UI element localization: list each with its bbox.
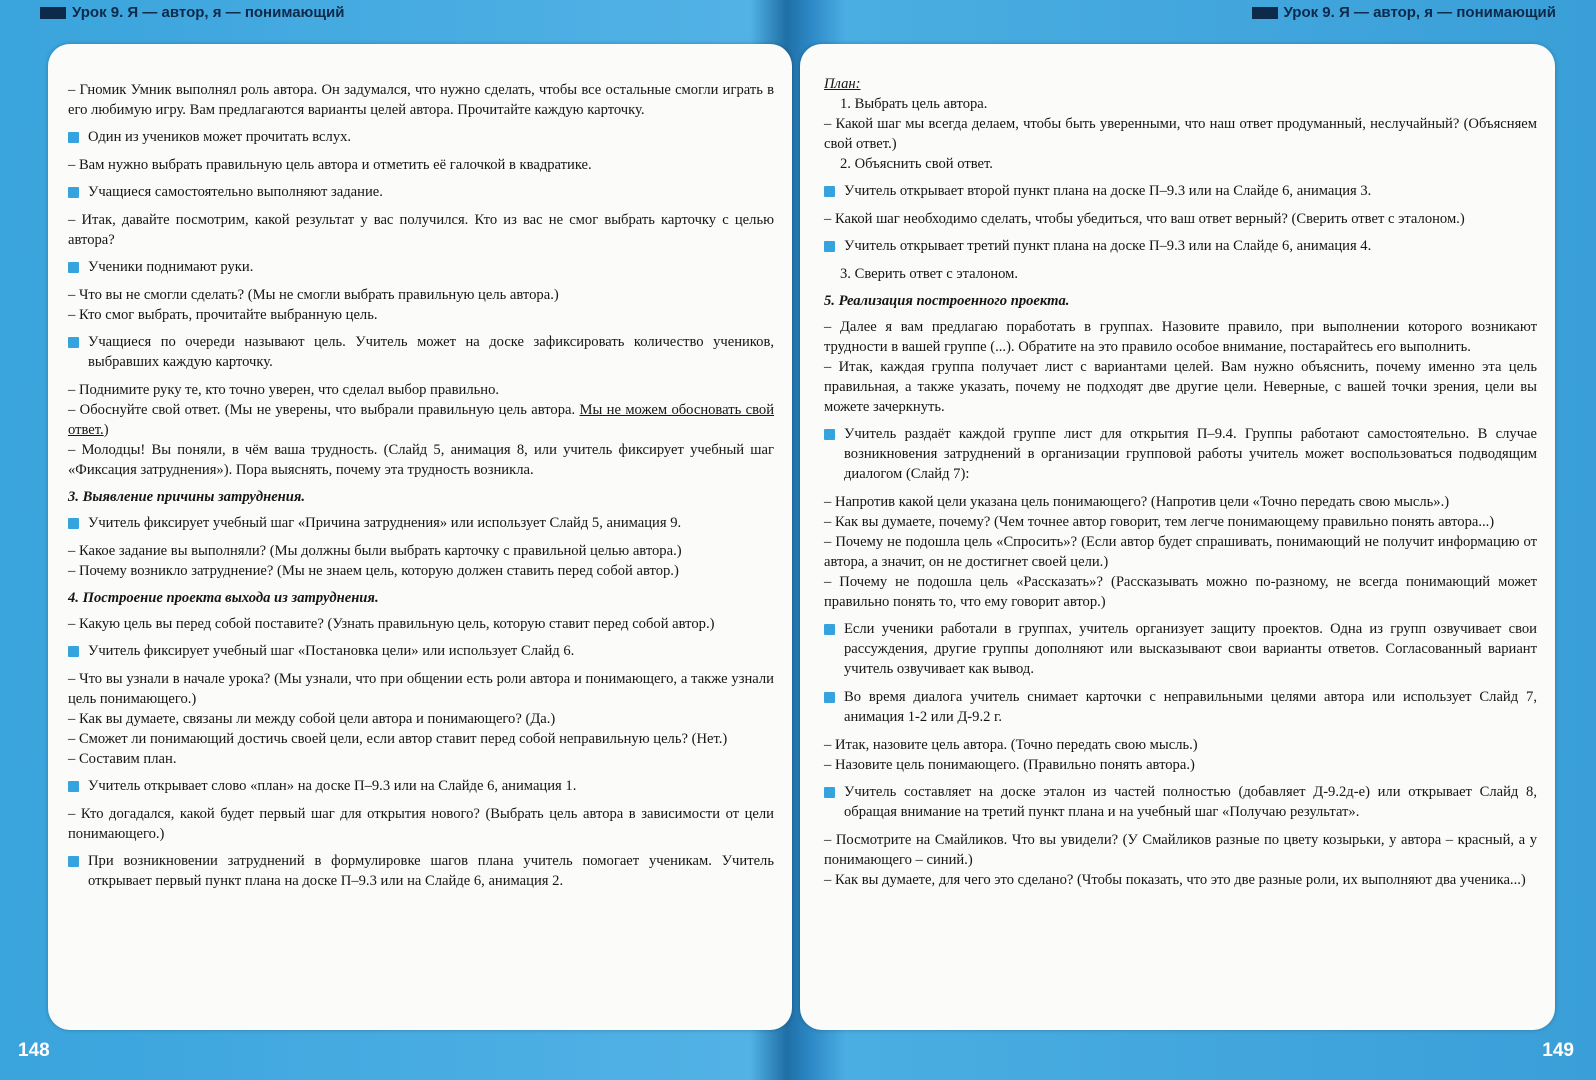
header-marker-right xyxy=(1252,7,1278,19)
dialog-line: – Поднимите руку те, кто точно уверен, что сделал выбор правильно. xyxy=(68,382,500,398)
teacher-note: Учитель открывает третий пункт плана на доске П–9.3 или на Слайде 6, анимация 4. xyxy=(824,236,1537,256)
section-heading: 3. Выявление причины затруднения. xyxy=(68,489,306,505)
dialog-line: – Почему не подошла цель «Спросить»? (Если автор будет спрашивать, понимающий не получит информацию от автора, а значит, он не достигнет своей цели.) xyxy=(824,534,1537,570)
underlined-answer: Мы не можем обосновать свой ответ. xyxy=(68,402,775,438)
dialog-line: – Вам нужно выбрать правильную цель автора и отметить её галочкой в квадратике. xyxy=(68,157,592,173)
dialog-line: – Какое задание вы выполняли? (Мы должны были выбрать карточку с правильной целью автора.) xyxy=(68,543,682,559)
teacher-note: Если ученики работали в группах, учитель организует защиту проектов. Одна из групп озвучивает свои рассуждения, другие группы дополняют или высказывают свои варианты ответов. Согласованный вариант учитель озвучивает как вывод. xyxy=(824,619,1537,679)
dialog-line: – Что вы узнали в начале урока? (Мы узнали, что при общении есть роли автора и понимающего, а также узнали цель понимающего.) xyxy=(68,671,774,707)
dialog-line: – Какую цель вы перед собой поставите? (Узнать правильную цель, которую ставит перед собой автор.) xyxy=(68,616,715,632)
dialog-line xyxy=(68,400,774,440)
dialog-line: – Какой шаг мы всегда делаем, чтобы быть уверенными, что наш ответ продуманный, неслучайный? (Объясняем свой ответ.) xyxy=(824,116,1537,152)
dialog-line: – Итак, каждая группа получает лист с вариантами целей. Вам нужно объяснить, почему именно эта цель правильная, а также указать, почему не подходят две другие цели. Неверные, с вашей точки зрения, цели вы можете зачеркнуть. xyxy=(824,359,1537,415)
section-heading: 5. Реализация построенного проекта. xyxy=(824,293,1070,309)
teacher-note: Один из учеников может прочитать вслух. xyxy=(68,127,774,147)
teacher-note: Учащиеся самостоятельно выполняют задание. xyxy=(68,182,774,202)
left-page-number: 148 xyxy=(18,1040,50,1061)
teacher-note: Учитель раздаёт каждой группе лист для открытия П–9.4. Группы работают самостоятельно. В случае возникновения затруднений в организации групповой работы учитель может воспользоваться подводящим диалогом (Слайд 7): xyxy=(824,424,1537,484)
dialog-line: – Молодцы! Вы поняли, в чём ваша трудность. (Слайд 5, анимация 8, или учитель фиксирует учебный шаг «Фиксация затруднения»). Пора выяснять, почему эта трудность возникла. xyxy=(68,442,774,478)
dialog-line: – Итак, давайте посмотрим, какой результат у вас получился. Кто из вас не смог выбрать карточку с целью автора? xyxy=(68,212,774,248)
dialog-line: – Как вы думаете, для чего это сделано? (Чтобы показать, что это две разные роли, их выполняют два ученика...) xyxy=(824,872,1526,888)
teacher-note: Учитель составляет на доске эталон из частей полностью (добавляет Д-9.2д-е) или открывает Слайд 8, обращая внимание на третий пункт плана и на учебный шаг «Получаю результат». xyxy=(824,782,1537,822)
dialog-text: ) xyxy=(103,422,109,438)
plan-step: 3. Сверить ответ с эталоном. xyxy=(840,266,1019,282)
dialog-line: – Кто догадался, какой будет первый шаг для открытия нового? (Выбрать цель автора в зависимости от цели понимающего.) xyxy=(68,806,774,842)
dialog-line: – Как вы думаете, связаны ли между собой цели автора и понимающего? (Да.) xyxy=(68,711,556,727)
dialog-line: – Гномик Умник выполнял роль автора. Он задумался, что нужно сделать, чтобы все остальные смогли играть в его любимую игру. Вам предлагаются варианты целей автора. Прочитайте каждую карточку. xyxy=(68,82,774,118)
right-page-number: 149 xyxy=(1542,1040,1574,1061)
section-heading: 4. Построение проекта выхода из затруднения. xyxy=(68,590,379,606)
teacher-note: Ученики поднимают руки. xyxy=(68,257,774,277)
teacher-note: Учитель фиксирует учебный шаг «Причина затруднения» или использует Слайд 5, анимация 9. xyxy=(68,513,774,533)
dialog-line: – Назовите цель понимающего. (Правильно понять автора.) xyxy=(824,757,1195,773)
plan-step: 2. Объяснить свой ответ. xyxy=(840,156,993,172)
teacher-note: Учитель открывает слово «план» на доске П–9.3 или на Слайде 6, анимация 1. xyxy=(68,776,774,796)
dialog-line: – Сможет ли понимающий достичь своей цели, если автор ставит перед собой неправильную цель? (Нет.) xyxy=(68,731,728,747)
dialog-line: – Почему не подошла цель «Рассказать»? (Рассказывать можно по-разному, не всегда понимающий может правильно понять то, что ему говорит автор.) xyxy=(824,574,1537,610)
left-page xyxy=(48,44,792,1030)
right-page-content xyxy=(824,74,1537,890)
right-page xyxy=(800,44,1555,1030)
dialog-line: – Какой шаг необходимо сделать, чтобы убедиться, что ваш ответ верный? (Сверить ответ с эталоном.) xyxy=(824,211,1465,227)
teacher-note: Учащиеся по очереди называют цель. Учитель может на доске зафиксировать количество учеников, выбравших каждую карточку. xyxy=(68,332,774,372)
dialog-line: – Далее я вам предлагаю поработать в группах. Назовите правило, при выполнении которого возникают трудности в вашей группе (...). Обратите на это правило особое внимание, постарайтесь его выполнить. xyxy=(824,319,1537,355)
teacher-note: Учитель фиксирует учебный шаг «Постановка цели» или использует Слайд 6. xyxy=(68,641,774,661)
right-running-header xyxy=(1252,4,1556,26)
dialog-line: – Кто смог выбрать, прочитайте выбранную цель. xyxy=(68,307,378,323)
plan-step: 1. Выбрать цель автора. xyxy=(840,96,988,112)
left-header-title: Урок 9. Я — автор, я — понимающий xyxy=(72,4,345,21)
left-page-content xyxy=(68,80,774,891)
teacher-note: Учитель открывает второй пункт плана на доске П–9.3 или на Слайде 6, анимация 3. xyxy=(824,181,1537,201)
dialog-line: – Составим план. xyxy=(68,751,177,767)
teacher-note: Во время диалога учитель снимает карточки с неправильными целями автора или использует Слайд 7, анимация 1-2 или Д-9.2 г. xyxy=(824,687,1537,727)
dialog-line: – Посмотрите на Смайликов. Что вы увидели? (У Смайликов разные по цвету козырьки, у автора – красный, а у понимающего – синий.) xyxy=(824,832,1537,868)
teacher-note: При возникновении затруднений в формулировке шагов плана учитель помогает ученикам. Учитель открывает первый пункт плана на доске П–9.3 или на Слайде 6, анимация 2. xyxy=(68,851,774,891)
dialog-line: – Как вы думаете, почему? (Чем точнее автор говорит, тем легче понимающему правильно понять автора...) xyxy=(824,514,1495,530)
dialog-line: – Почему возникло затруднение? (Мы не знаем цель, которую должен ставить перед собой автор.) xyxy=(68,563,679,579)
right-header-title: Урок 9. Я — автор, я — понимающий xyxy=(1283,4,1556,21)
dialog-text: – Обоснуйте свой ответ. (Мы не уверены, что выбрали правильную цель автора. xyxy=(68,402,580,418)
dialog-line: – Напротив какой цели указана цель понимающего? (Напротив цели «Точно передать свою мысль».) xyxy=(824,494,1450,510)
dialog-line: – Итак, назовите цель автора. (Точно передать свою мысль.) xyxy=(824,737,1198,753)
plan-label: План: xyxy=(824,76,861,92)
left-running-header xyxy=(40,4,344,26)
header-marker-left xyxy=(40,7,66,19)
dialog-line: – Что вы не смогли сделать? (Мы не смогли выбрать правильную цель автора.) xyxy=(68,287,559,303)
